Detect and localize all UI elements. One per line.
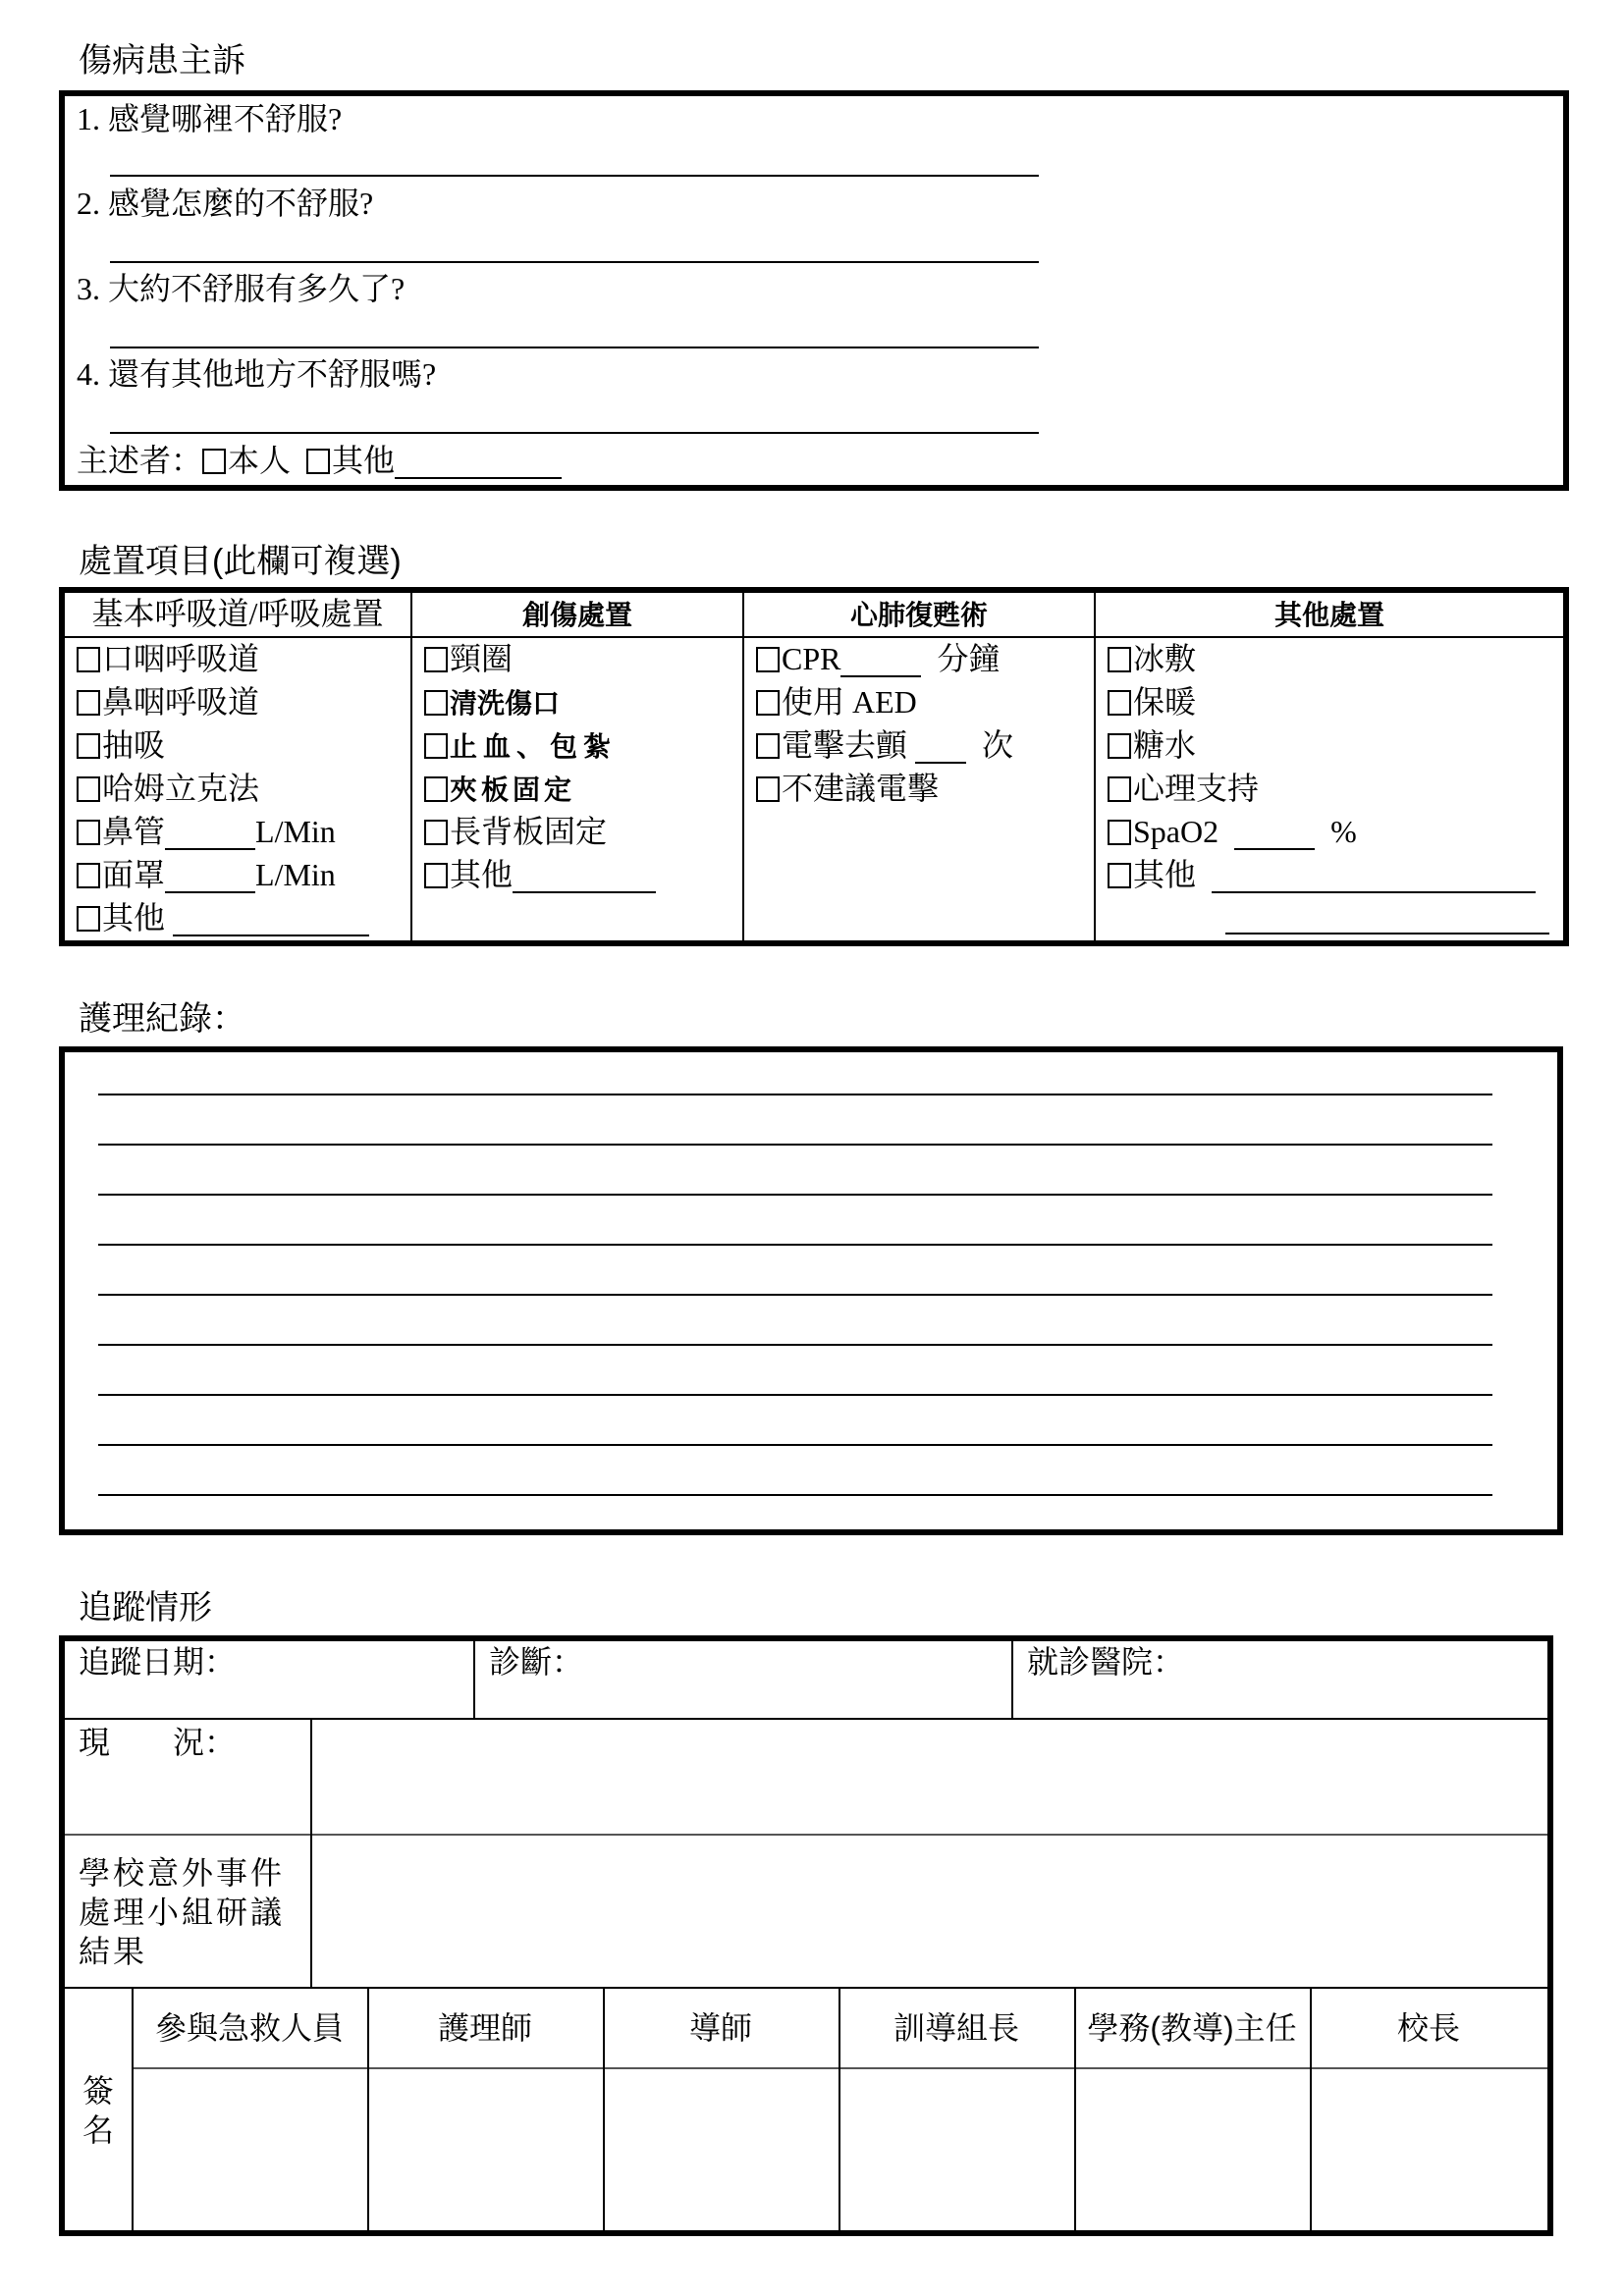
checkbox[interactable] [756, 733, 780, 759]
answer-line-2[interactable] [110, 261, 1039, 263]
diag-hospital-divider [1011, 1641, 1013, 1718]
trauma-list [424, 640, 656, 899]
airway-other-field[interactable] [173, 905, 369, 936]
item-label: 心理支持 [1133, 771, 1260, 806]
signature-field[interactable] [369, 2071, 601, 2228]
nursing-record-line[interactable] [98, 1294, 1492, 1296]
unit-label: L/Min [255, 814, 336, 849]
treatment-header-divider [65, 636, 1563, 638]
trauma-other-field[interactable] [513, 862, 656, 893]
checkbox[interactable] [1108, 863, 1131, 888]
airway-item[interactable] [77, 813, 369, 856]
other-treatment-field[interactable] [1212, 862, 1536, 893]
checkbox[interactable] [424, 690, 448, 716]
nursing-record-line[interactable] [98, 1444, 1492, 1446]
airway-item[interactable] [77, 856, 369, 899]
row-divider-2 [65, 1834, 1547, 1836]
item-label: 糖水 [1133, 727, 1197, 763]
mask-flow-field[interactable] [165, 862, 255, 893]
col-header-airway: 基本呼吸道/呼吸處置 [91, 596, 384, 631]
trauma-item[interactable] [424, 770, 656, 813]
item-label: 不建議電擊 [782, 771, 940, 806]
nursing-record-line[interactable] [98, 1244, 1492, 1246]
question-4: 4. 還有其他地方不舒服嗎? [77, 356, 437, 392]
nursing-record-line[interactable] [98, 1094, 1492, 1095]
item-label: 電擊去顫 [782, 727, 908, 763]
followup-date-label: 追蹤日期： [79, 1644, 237, 1680]
item-label: 口咽呼吸道 [102, 641, 260, 676]
unit-label: 分鐘 [937, 641, 1001, 676]
airway-list [77, 640, 369, 942]
nursing-record-line[interactable] [98, 1494, 1492, 1496]
trauma-item[interactable] [424, 726, 656, 770]
nursing-record-line[interactable] [98, 1144, 1492, 1146]
cpr-item[interactable] [756, 770, 1013, 813]
trauma-item[interactable] [424, 813, 656, 856]
trauma-item[interactable] [424, 856, 656, 899]
other-treatment-field-2[interactable] [1225, 933, 1549, 934]
item-label: 夾板固定 [450, 774, 576, 806]
col-divider-3 [1094, 593, 1096, 940]
item-label: 抽吸 [102, 727, 166, 763]
spao2-field[interactable] [1234, 819, 1315, 850]
signature-field[interactable] [840, 2071, 1072, 2228]
item-label: CPR [782, 641, 841, 676]
item-label: 使用 AED [782, 684, 917, 720]
question-3: 3. 大約不舒服有多久了? [77, 271, 406, 306]
checkbox[interactable] [77, 820, 100, 845]
item-label: 鼻管 [102, 814, 166, 849]
checkbox[interactable] [756, 647, 780, 672]
other-item[interactable] [1108, 856, 1536, 899]
answer-line-4[interactable] [110, 432, 1039, 434]
question-1: 1. 感覺哪裡不舒服? [77, 101, 343, 136]
other-item[interactable] [1108, 726, 1536, 770]
unit-label: L/Min [255, 857, 336, 892]
cpr-item[interactable] [756, 726, 1013, 770]
answer-line-1[interactable] [110, 175, 1039, 177]
treatment-title: 處置項目(此欄可複選) [79, 543, 402, 580]
followup-date-field[interactable] [295, 1641, 471, 1716]
checkbox[interactable] [1108, 820, 1131, 845]
cpr-list [756, 640, 1013, 813]
airway-item[interactable] [77, 683, 369, 726]
nursing-box [59, 1046, 1563, 1535]
other-item[interactable] [1108, 770, 1536, 813]
airway-item[interactable] [77, 640, 369, 683]
checkbox[interactable] [1108, 647, 1131, 672]
status-label: 現 況： [79, 1725, 237, 1760]
complaint-title: 傷病患主訴 [79, 42, 245, 80]
item-label: 保暖 [1133, 684, 1197, 720]
nursing-record-line[interactable] [98, 1394, 1492, 1396]
checkbox[interactable] [756, 776, 780, 802]
signature-field[interactable] [1312, 2071, 1545, 2228]
signer-header: 校長 [1396, 2010, 1460, 2046]
unit-label: 次 [982, 727, 1014, 763]
narrator-self-label: 本人 [228, 443, 292, 478]
signature-field[interactable] [1076, 2071, 1308, 2228]
label-col-divider [310, 1718, 312, 1987]
cpr-item[interactable] [756, 640, 1013, 683]
col-header-trauma: 創傷處置 [521, 599, 632, 631]
signature-field[interactable] [605, 2071, 837, 2228]
item-label: 清洗傷口 [450, 687, 561, 720]
checkbox[interactable] [424, 733, 448, 759]
item-label: 止血、包紮 [450, 730, 618, 763]
signer-header: 參與急救人員 [154, 2010, 344, 2046]
checkbox[interactable] [424, 776, 448, 802]
checkbox[interactable] [77, 647, 100, 672]
col-header-cpr: 心肺復甦術 [849, 599, 988, 631]
airway-item[interactable] [77, 726, 369, 770]
airway-item[interactable] [77, 899, 369, 942]
other-item[interactable] [1108, 640, 1536, 683]
checkbox[interactable] [77, 690, 100, 716]
col-divider-1 [410, 593, 412, 940]
answer-line-3[interactable] [110, 347, 1039, 348]
diagnosis-field[interactable] [589, 1641, 1009, 1716]
trauma-item[interactable] [424, 640, 656, 683]
date-diag-divider [473, 1641, 475, 1718]
row-divider-1 [65, 1718, 1547, 1720]
item-label: 哈姆立克法 [102, 771, 260, 806]
narrator-self-checkbox[interactable] [202, 449, 226, 474]
col-header-other: 其他處置 [1273, 599, 1384, 631]
other-treatment-list [1108, 640, 1536, 899]
signer-header: 護理師 [437, 2010, 532, 2046]
signature-field[interactable] [134, 2071, 365, 2228]
cpr-item[interactable] [756, 683, 1013, 726]
narrator-other-field[interactable] [395, 448, 562, 479]
trauma-item[interactable] [424, 683, 656, 726]
row-divider-3 [65, 1987, 1547, 1989]
checkbox[interactable] [1108, 690, 1131, 716]
narrator-other-label: 其他 [332, 443, 396, 478]
signer-header: 訓導組長 [893, 2010, 1019, 2046]
col-divider-2 [742, 593, 744, 940]
item-label: 頸圈 [450, 641, 514, 676]
unit-label: % [1330, 814, 1357, 849]
nursing-record-line[interactable] [98, 1194, 1492, 1196]
other-item[interactable] [1108, 683, 1536, 726]
hospital-field[interactable] [1198, 1641, 1545, 1716]
checkbox[interactable] [77, 906, 100, 932]
cpr-minutes-field[interactable] [840, 646, 921, 677]
question-2: 2. 感覺怎麼的不舒服? [77, 186, 374, 221]
followup-title: 追蹤情形 [79, 1589, 212, 1627]
hospital-label: 就診醫院： [1027, 1644, 1185, 1680]
signer-header: 學務(教導)主任 [1087, 2010, 1297, 2046]
status-field[interactable] [314, 1722, 1545, 1832]
item-label: 長背板固定 [450, 814, 608, 849]
item-label: 面罩 [102, 857, 166, 892]
item-label: 其他 [102, 900, 166, 935]
signer-header: 導師 [688, 2010, 752, 2046]
committee-result-field[interactable] [314, 1838, 1545, 1985]
nursing-record-line[interactable] [98, 1344, 1492, 1346]
checkbox[interactable] [77, 776, 100, 802]
checkbox[interactable] [1108, 776, 1131, 802]
item-label: 其他 [1133, 857, 1197, 892]
checkbox[interactable] [424, 820, 448, 845]
diagnosis-label: 診斷： [489, 1644, 584, 1680]
signature-label: 簽名 [81, 2073, 114, 2148]
other-item[interactable] [1108, 813, 1536, 856]
checkbox[interactable] [756, 690, 780, 716]
checkbox[interactable] [424, 863, 448, 888]
item-label: 冰敷 [1133, 641, 1197, 676]
item-label: 其他 [450, 857, 514, 892]
narrator-row [77, 442, 562, 479]
item-label: 鼻咽呼吸道 [102, 684, 260, 720]
checkbox[interactable] [77, 863, 100, 888]
checkbox[interactable] [424, 647, 448, 672]
nursing-title: 護理紀錄： [79, 1000, 245, 1038]
checkbox[interactable] [77, 733, 100, 759]
defib-count-field[interactable] [915, 732, 966, 764]
airway-item[interactable] [77, 770, 369, 813]
narrator-label: 主述者： [77, 443, 203, 478]
nasal-flow-field[interactable] [165, 819, 255, 850]
item-label: SpaO2 [1133, 814, 1219, 849]
narrator-other-checkbox[interactable] [306, 449, 330, 474]
committee-label: 學校意外事件處理小組研議結果 [79, 1855, 286, 1969]
checkbox[interactable] [1108, 733, 1131, 759]
